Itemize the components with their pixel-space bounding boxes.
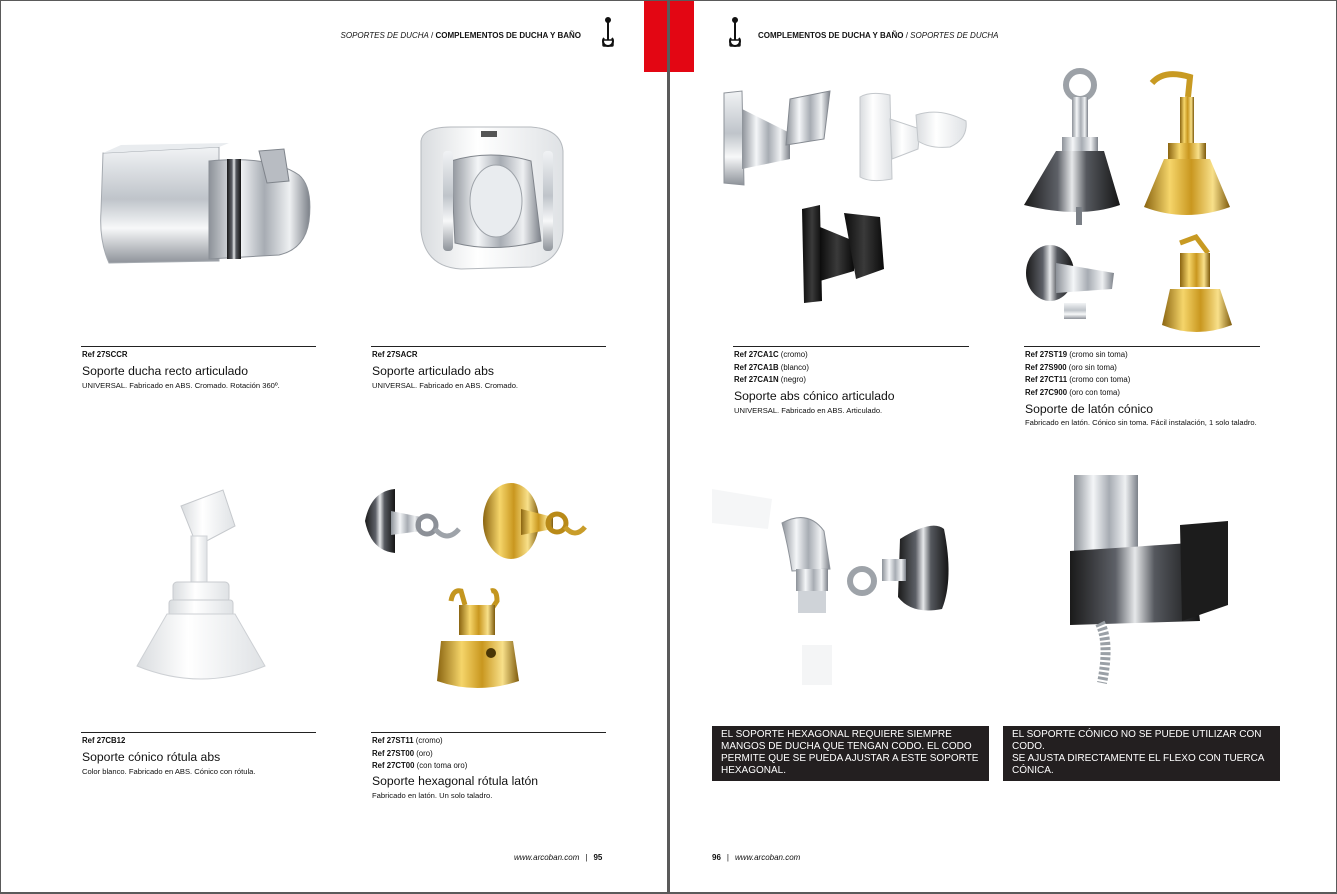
red-page-tab	[644, 1, 667, 72]
ref-note: (cromo)	[778, 350, 808, 359]
ref-rule	[81, 346, 316, 347]
header-category: SOPORTES DE DUCHA	[910, 31, 999, 40]
ref-code: Ref 27SCCR	[82, 350, 128, 359]
ref-code: Ref 27CA1N	[734, 375, 779, 384]
product-image-27sccr	[99, 141, 317, 271]
ref-rule	[371, 346, 606, 347]
product-ref	[372, 349, 418, 362]
product-description: Fabricado en latón. Cónico sin toma. Fácil instalación, 1 solo taladro.	[1025, 418, 1257, 427]
page-header	[341, 31, 581, 40]
page-number: 96	[712, 853, 721, 862]
ref-code: Ref 27SACR	[372, 350, 418, 359]
shower-hook-icon	[601, 16, 615, 50]
page-number: 95	[593, 853, 603, 862]
ref-note: (cromo sin toma)	[1067, 350, 1128, 359]
header-section: COMPLEMENTOS DE DUCHA Y BAÑO	[435, 31, 581, 40]
ref-note: (negro)	[778, 375, 806, 384]
product-title: Soporte hexagonal rótula latón	[372, 774, 539, 788]
header-slash: /	[428, 31, 436, 40]
header-section: COMPLEMENTOS DE DUCHA Y BAÑO	[758, 31, 904, 40]
ref-note: (cromo)	[413, 736, 443, 745]
footer-separator: |	[726, 853, 729, 862]
product-ref	[734, 349, 809, 387]
product-ref	[82, 349, 128, 362]
ref-code: Ref 27CA1C	[734, 350, 779, 359]
product-description: Color blanco. Fabricado en ABS. Cónico con rótula.	[82, 767, 256, 776]
ref-rule	[81, 732, 316, 733]
hexagonal-note: EL SOPORTE HEXAGONAL REQUIERE SIEMPRE MANGOS DE DUCHA QUE TENGAN CODO. EL CODO PERMITE QUE SE PUEDA AJUSTAR A ESTE SOPORTE HEXAGONAL.	[712, 726, 989, 781]
footer-separator: |	[585, 853, 588, 862]
ref-code: Ref 27ST00	[372, 748, 415, 758]
page-footer	[514, 853, 602, 862]
product-description: Fabricado en latón. Un solo taladro.	[372, 791, 493, 800]
ref-note: (oro con toma)	[1067, 387, 1120, 397]
hexagonal-support-illustration	[712, 469, 982, 694]
ref-code: Ref 27S900	[1025, 362, 1067, 372]
ref-code: Ref 27C900	[1025, 387, 1068, 397]
footer-url[interactable]: www.arcoban.com	[734, 853, 801, 862]
ref-note: (oro sin toma)	[1066, 362, 1117, 372]
left-page	[1, 1, 667, 892]
footer-url[interactable]: www.arcoban.com	[514, 853, 580, 862]
ref-note: (con toma oro)	[414, 761, 468, 770]
page-header	[758, 31, 998, 40]
shower-hook-icon	[728, 16, 742, 50]
product-title: Soporte abs cónico articulado	[734, 389, 895, 403]
ref-code: Ref 27CT00	[372, 761, 415, 770]
ref-code: Ref 27CB12	[82, 736, 126, 745]
conical-support-illustration	[1070, 473, 1230, 685]
page-footer	[712, 853, 800, 862]
ref-rule	[733, 346, 969, 347]
ref-code: Ref 27CT11	[1025, 375, 1068, 384]
product-image-27st11	[361, 481, 591, 691]
ref-note: (blanco)	[778, 362, 809, 372]
product-title: Soporte cónico rótula abs	[82, 750, 221, 764]
header-slash: /	[903, 31, 911, 40]
ref-code: Ref 27CA1B	[734, 362, 779, 372]
product-image-27cb12	[131, 486, 271, 691]
red-page-tab	[670, 1, 694, 72]
ref-code: Ref 27ST11	[372, 736, 414, 745]
right-page	[670, 1, 1336, 892]
header-category: SOPORTES DE DUCHA	[340, 31, 429, 40]
product-description: UNIVERSAL. Fabricado en ABS. Articulado.	[734, 406, 883, 415]
product-ref	[1025, 349, 1130, 399]
product-image-27ca1c	[720, 89, 980, 309]
ref-rule	[1024, 346, 1260, 347]
product-ref	[372, 735, 467, 773]
product-title: Soporte ducha recto articulado	[82, 364, 248, 378]
ref-code: Ref 27ST19	[1025, 350, 1068, 359]
ref-note: (cromo con toma)	[1067, 375, 1131, 384]
product-ref	[82, 735, 125, 748]
product-description: UNIVERSAL. Fabricado en ABS. Cromado.	[372, 381, 519, 390]
product-title: Soporte de latón cónico	[1025, 402, 1154, 416]
conical-note: EL SOPORTE CÓNICO NO SE PUEDE UTILIZAR CON CODO. SE AJUSTA DIRECTAMENTE EL FLEXO CON TUERCA CÓNICA.	[1003, 726, 1280, 781]
product-description: UNIVERSAL. Fabricado en ABS. Cromado. Rotación 360º.	[82, 381, 280, 390]
product-title: Soporte articulado abs	[372, 364, 494, 378]
product-image-27sacr	[411, 121, 571, 271]
ref-note: (oro)	[414, 748, 433, 758]
product-image-27st19	[1020, 67, 1265, 337]
ref-rule	[371, 732, 606, 733]
